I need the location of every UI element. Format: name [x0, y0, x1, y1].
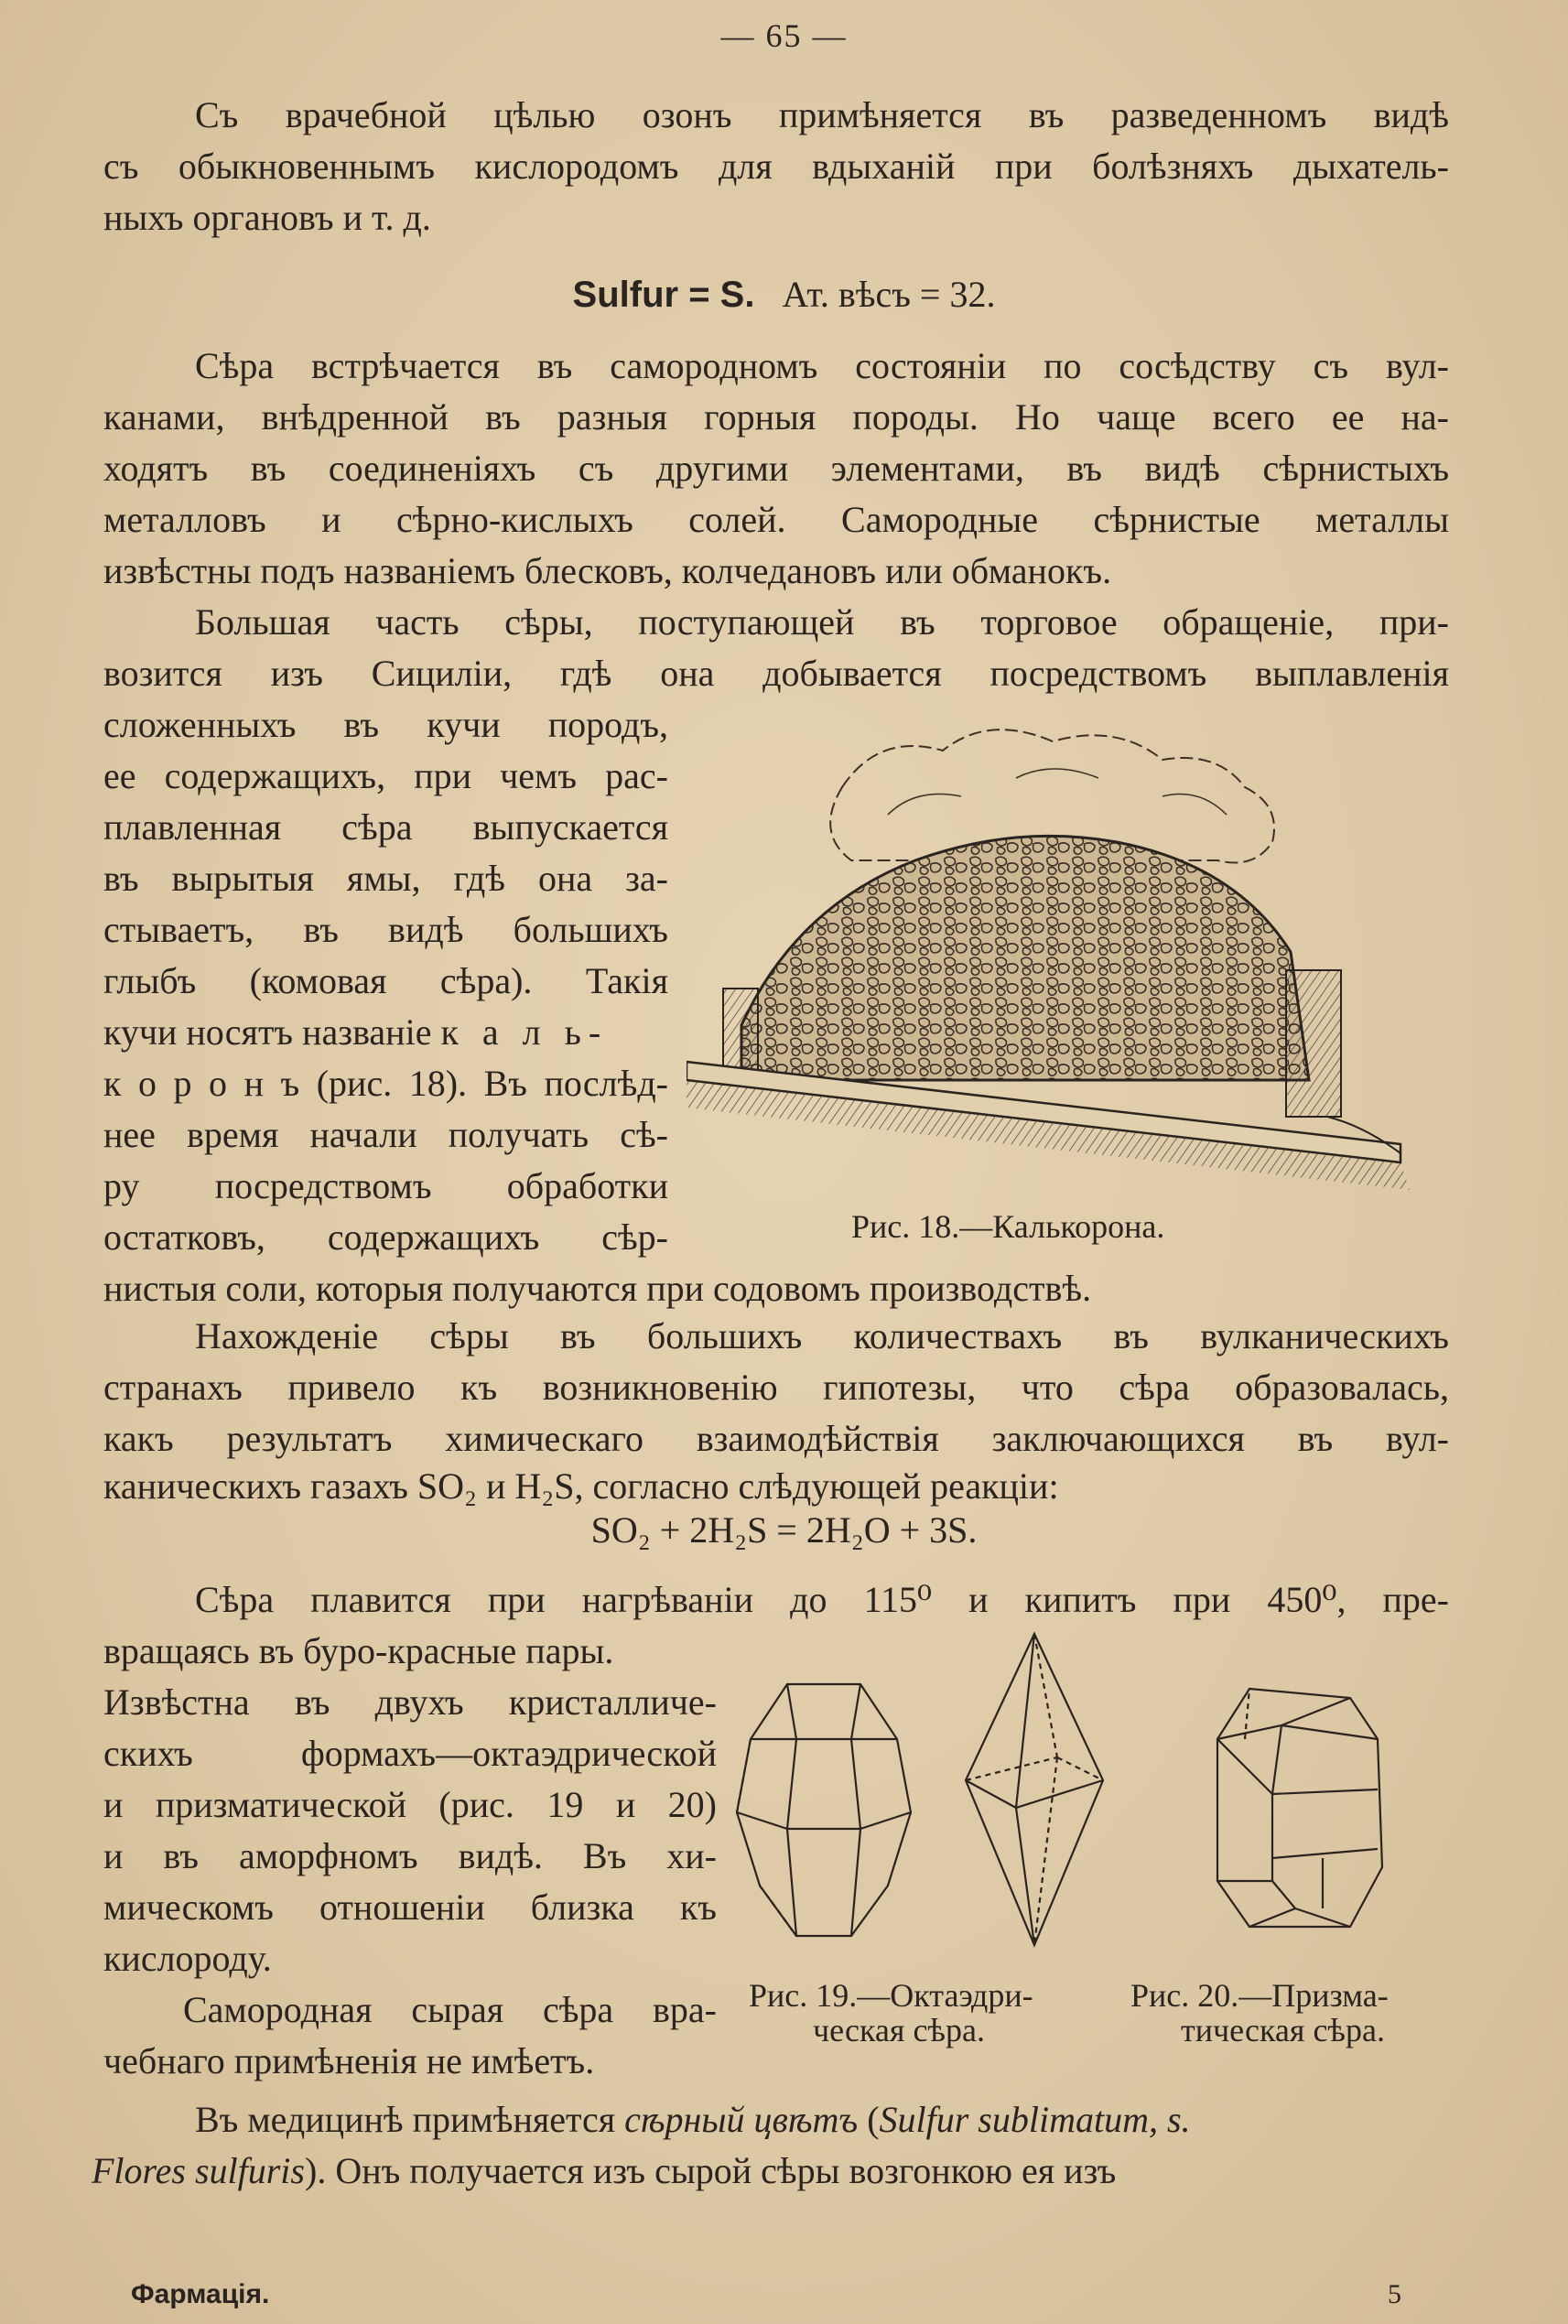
figure-20-prismatic: [1213, 1684, 1387, 1931]
text-line: вращаясь въ буро-красные пары.: [103, 1630, 614, 1671]
text-line: извѣстны подъ названіемъ блесковъ, колчедановъ или обманокъ.: [103, 550, 1112, 591]
figure-19-caption-line: Рис. 19.—Октаэдри-: [749, 1977, 1033, 2014]
text-line: глыбъ (комовая сѣра). Такія: [103, 960, 668, 1001]
text-fragment: ). Онъ получается изъ сырой сѣры возгонкою ея изъ: [305, 2150, 1117, 2191]
atomic-weight: Ат. вѣсъ = 32.: [782, 274, 996, 315]
text-line: стываетъ, въ видѣ большихъ: [103, 909, 668, 950]
figure-19-crystal-left: [732, 1675, 915, 1940]
footer-sheet-number: 5: [1388, 2279, 1401, 2309]
text-line: канами, внѣдренной въ разныя горныя породы. Но чаще всего ее на-: [103, 396, 1449, 438]
text-line: Сѣра плавится при нагрѣваніи до 115⁰ и кипитъ при 450⁰, пре-: [195, 1579, 1449, 1620]
text-line: Нахожденіе сѣры въ большихъ количествахъ въ вулканическихъ: [195, 1315, 1449, 1357]
text-line: сложенныхъ въ кучи породъ,: [103, 704, 668, 745]
text-line: каническихъ газахъ SO₂ и H₂S, согласно слѣдующей реакціи:: [103, 1465, 1059, 1507]
text-line: чебнаго примѣненія не имѣетъ.: [103, 2040, 595, 2081]
section-heading: [0, 271, 1568, 319]
figure-19-octahedron: [961, 1629, 1108, 1950]
text-line: ее содержащихъ, при чемъ рас-: [103, 755, 668, 796]
text-line: Сѣра встрѣчается въ самородномъ состояніи по сосѣдству съ вул-: [195, 345, 1449, 386]
text-line: к о р о н ъ (рис. 18). Въ послѣд-: [103, 1063, 668, 1104]
text-line: ныхъ органовъ и т. д.: [103, 197, 431, 238]
text-line: [195, 2096, 1449, 2144]
text-fragment: кучи носятъ названіе: [103, 1011, 441, 1053]
text-fragment: Въ медицинѣ примѣняется: [195, 2099, 625, 2140]
figure-20-caption-line: тическая сѣра.: [1181, 2012, 1385, 2048]
text-line: остатковъ, содержащихъ сѣр-: [103, 1216, 668, 1258]
text-line: нее время начали получать сѣ-: [103, 1114, 668, 1155]
text-line: [92, 2147, 1449, 2195]
text-line: странахъ привело къ возникновенію гипотезы, что сѣра образовалась,: [103, 1367, 1449, 1408]
text-line: какъ результатъ химическаго взаимодѣйствія заключающихся въ вул-: [103, 1418, 1449, 1459]
text-line: и въ аморфномъ видѣ. Въ хи-: [103, 1835, 717, 1876]
text-line: съ обыкновеннымъ кислородомъ для вдыханій при болѣзняхъ дыхатель-: [103, 146, 1449, 187]
text-line: Съ врачебной цѣлью озонъ примѣняется въ разведенномъ видѣ: [195, 94, 1449, 135]
figure-18-kalkorona: [687, 714, 1465, 1199]
text-fragment: (: [858, 2099, 880, 2140]
footer-signature: Фармація.: [131, 2279, 270, 2309]
text-line: плавленная сѣра выпускается: [103, 806, 668, 848]
figure-18-caption: Рис. 18.—Калькорона.: [851, 1208, 1165, 1245]
page-number: — 65 —: [720, 17, 848, 54]
text-line: возится изъ Сициліи, гдѣ она добывается посредствомъ выплавленія: [103, 653, 1449, 694]
latin-term: Flores sulfuris: [92, 2150, 305, 2191]
italic-term: сѣрный цвѣтъ: [624, 2099, 859, 2140]
element-name: Sulfur = S.: [572, 275, 755, 315]
text-line: Извѣстна въ двухъ кристалличе-: [103, 1681, 717, 1723]
spaced-term: к а л ь-: [440, 1011, 609, 1053]
text-line: металловъ и сѣрно-кислыхъ солей. Самородные сѣрнистые металлы: [103, 499, 1449, 540]
reaction-formula: SO₂ + 2H₂S = 2H₂O + 3S.: [590, 1509, 978, 1551]
text-line: ру посредствомъ обработки: [103, 1165, 668, 1206]
text-line: скихъ формахъ—октаэдрической: [103, 1733, 717, 1774]
figure-20-caption-line: Рис. 20.—Призма-: [1130, 1977, 1389, 2014]
text-line: ходятъ въ соединеніяхъ съ другими элементами, въ видѣ сѣрнистыхъ: [103, 448, 1449, 489]
figure-19-caption-line: ческая сѣра.: [813, 2012, 985, 2048]
text-line: кислороду.: [103, 1938, 272, 1979]
text-line: и призматической (рис. 19 и 20): [103, 1784, 717, 1825]
text-line: [103, 1009, 668, 1056]
text-line: нистыя соли, которыя получаются при содовомъ производствѣ.: [103, 1268, 1092, 1309]
latin-term: Sulfur sublimatum, s.: [879, 2099, 1191, 2140]
text-line: мическомъ отношеніи близка къ: [103, 1886, 717, 1928]
text-line: Большая часть сѣры, поступающей въ торговое обращеніе, при-: [195, 601, 1449, 643]
text-line: въ вырытыя ямы, гдѣ она за-: [103, 858, 668, 899]
text-line: Самородная сырая сѣра вра-: [183, 1989, 717, 2030]
